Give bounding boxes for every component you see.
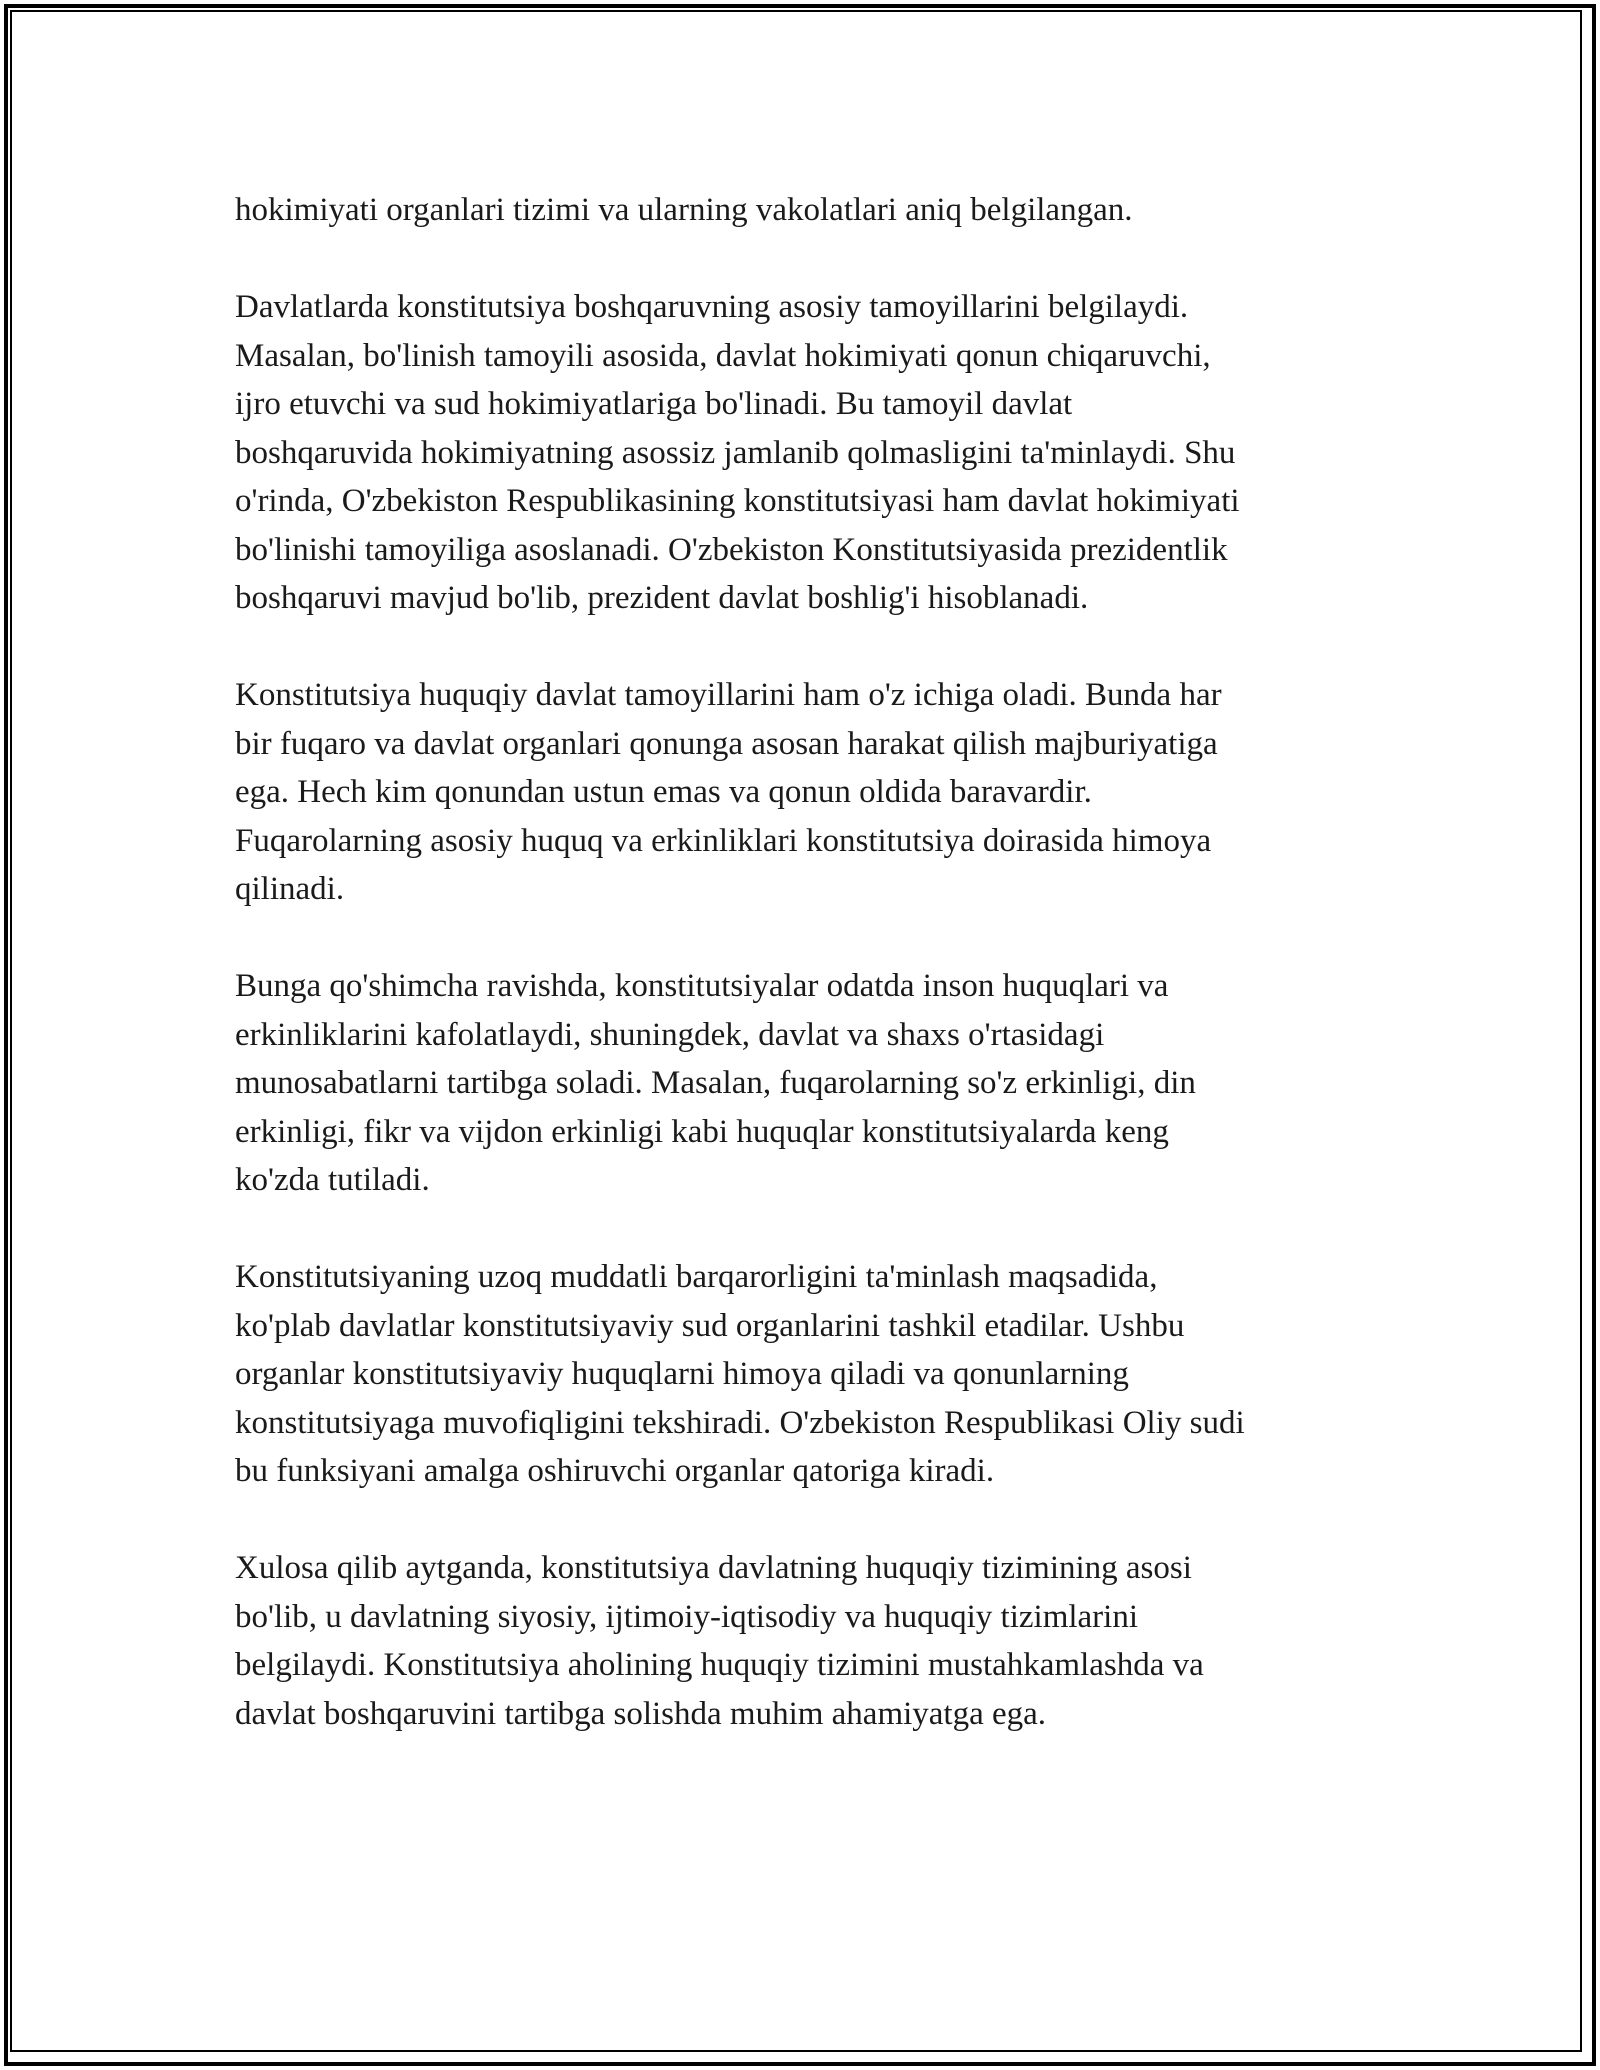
text-line: ko'plab davlatlar konstitutsiyaviy sud organlarini tashkil etadilar. Ushbu — [235, 1307, 1185, 1344]
text-line: bu funksiyani amalga oshiruvchi organlar qatoriga kiradi. — [235, 1453, 995, 1489]
text-line: bir fuqaro va davlat organlari qonunga asosan harakat qilish majburiyatiga — [235, 725, 1218, 762]
text-line: boshqaruvi mavjud bo'lib, prezident davlat boshlig'i hisoblanadi. — [235, 580, 1089, 616]
text-line: boshqaruvida hokimiyatning asossiz jamlanib qolmasligini ta'minlaydi. Shu — [235, 434, 1236, 471]
text-line: erkinligi, fikr va vijdon erkinligi kabi huquqlar konstitutsiyalarda keng — [235, 1113, 1169, 1150]
text-line: qilinadi. — [235, 871, 345, 907]
paragraph-4 — [235, 962, 1365, 1205]
text-line: belgilaydi. Konstitutsiya aholining huquqiy tizimini mustahkamlashda va — [235, 1647, 1204, 1683]
text-line: Fuqarolarning asosiy huquq va erkinliklari konstitutsiya doirasida himoya — [235, 822, 1212, 859]
text-line: organlar konstitutsiyaviy huquqlarni himoya qiladi va qonunlarning — [235, 1356, 1129, 1392]
text-line: Davlatlarda konstitutsiya boshqaruvning asosiy tamoyillarini belgilaydi. — [235, 289, 1189, 325]
text-line: o'rinda, O'zbekiston Respublikasining konstitutsiyasi ham davlat hokimiyati — [235, 483, 1240, 519]
document-body — [235, 186, 1365, 1738]
text-line: bo'linishi tamoyiliga asoslanadi. O'zbekiston Konstitutsiyasida prezidentlik — [235, 531, 1228, 568]
text-line: Xulosa qilib aytganda, konstitutsiya davlatning huquqiy tizimining asosi — [235, 1550, 1192, 1586]
text-line: Konstitutsiya huquqiy davlat tamoyillarini ham o'z ichiga oladi. Bunda har — [235, 677, 1222, 713]
text-line: ega. Hech kim qonundan ustun emas va qonun oldida baravardir. — [235, 774, 1092, 810]
text-line: hokimiyati organlari tizimi va ularning vakolatlari aniq belgilangan. — [235, 192, 1133, 228]
paragraph-3 — [235, 671, 1365, 914]
text-line: erkinliklarini kafolatlaydi, shuningdek, davlat va shaxs o'rtasidagi — [235, 1016, 1105, 1053]
paragraph-2 — [235, 283, 1365, 623]
text-line: munosabatlarni tartibga soladi. Masalan, fuqarolarning so'z erkinligi, din — [235, 1065, 1196, 1101]
text-line: davlat boshqaruvini tartibga solishda muhim ahamiyatga ega. — [235, 1695, 1047, 1732]
text-line: Bunga qo'shimcha ravishda, konstitutsiyalar odatda inson huquqlari va — [235, 968, 1169, 1004]
paragraph-5 — [235, 1253, 1365, 1496]
text-line: ijro etuvchi va sud hokimiyatlariga bo'linadi. Bu tamoyil davlat — [235, 386, 1073, 422]
paragraph-6 — [235, 1544, 1365, 1738]
paragraph-1 — [235, 186, 1365, 235]
text-line: konstitutsiyaga muvofiqligini tekshiradi. O'zbekiston Respublikasi Oliy sudi — [235, 1404, 1245, 1441]
text-line: Konstitutsiyaning uzoq muddatli barqarorligini ta'minlash maqsadida, — [235, 1259, 1158, 1295]
text-line: bo'lib, u davlatning siyosiy, ijtimoiy-iqtisodiy va huquqiy tizimlarini — [235, 1598, 1139, 1635]
text-line: Masalan, bo'linish tamoyili asosida, davlat hokimiyati qonun chiqaruvchi, — [235, 337, 1211, 374]
text-line: ko'zda tutiladi. — [235, 1162, 430, 1198]
